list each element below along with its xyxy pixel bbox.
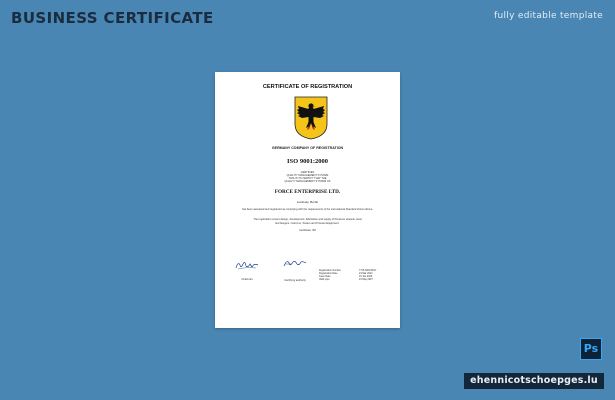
detail-value: 23 May 2027	[359, 278, 373, 282]
detail-value: 15 Jan 2026	[359, 275, 373, 279]
page-subtitle: fully editable template	[494, 11, 603, 21]
detail-key: Issue Date	[319, 275, 331, 279]
certificate-number: Certificate: 0M	[299, 229, 316, 232]
certificate-document	[215, 72, 400, 328]
registering-company: GERMANY COMPANY OF REGISTRATION	[271, 146, 344, 150]
signature-label-authority: Certifying authority	[284, 279, 306, 282]
cert-line: QUALITY MANAGEMENT SYSTEM OF	[284, 180, 331, 183]
detail-key: Valid upto	[319, 278, 330, 282]
detail-row	[319, 278, 376, 281]
photoshop-icon: Ps	[580, 338, 602, 360]
signature-label-chairman: Chairman	[241, 278, 253, 281]
assessed-statement: has been assessed and registered as complying with the requirements of the international Standard shown above.	[241, 208, 374, 211]
enterprise-name: FORCE ENTERPRISE LTD.	[274, 189, 341, 195]
detail-value: 24 Mar 2024	[359, 272, 373, 276]
cert-line: THIS IS TO CERTIFY THAT THE	[288, 177, 327, 180]
watermark-url: ehennicotschoepges.lu	[464, 373, 604, 389]
page-title: BUSINESS CERTIFICATE	[11, 9, 214, 27]
authority-signature	[282, 258, 308, 270]
enterprise-location: Germany, Berlin	[296, 200, 319, 204]
cert-line: CERTIFIES	[300, 171, 315, 174]
iso-standard: ISO 9001:2000	[287, 158, 328, 165]
german-eagle-crest-icon	[294, 96, 328, 140]
certificate-heading: CERTIFICATE OF REGISTRATION	[262, 84, 353, 90]
chairman-signature	[234, 259, 260, 271]
detail-key: Registration Number	[319, 269, 341, 272]
scope-statement-line-2: Exchangers, Columns, Towers and Process Equipment.	[275, 221, 340, 225]
registration-details	[319, 269, 376, 281]
cert-line: QUALITY MANAGEMENT SYSTEM	[286, 174, 329, 177]
detail-key: Registration Date	[319, 272, 338, 276]
scope-statement-line-1: The registration covers design, development, fabrication and supply of Pressure Vessels, Heat	[253, 218, 362, 221]
detail-value: 7715 0001/9917	[359, 269, 377, 272]
